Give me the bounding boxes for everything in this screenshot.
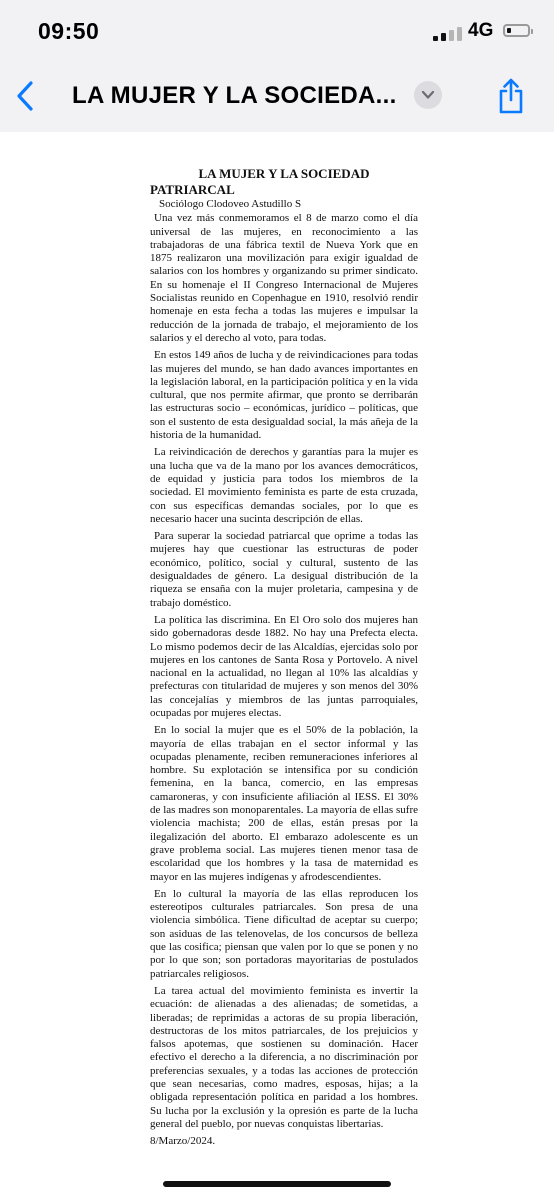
cellular-signal-icon: [433, 25, 463, 41]
status-time: 09:50: [38, 18, 100, 44]
article-title: LA MUJER Y LA SOCIEDAD PATRIARCAL: [150, 166, 370, 197]
chevron-down-icon: [421, 90, 435, 100]
share-icon: [496, 77, 526, 115]
document-title: LA MUJER Y LA SOCIEDA...: [72, 82, 397, 109]
share-button[interactable]: [494, 74, 528, 118]
paragraph: La tarea actual del movimiento feminista es invertir la ecuación: de alienadas a des alienadas; de sometidas, a liberadas; de reprimidas a actoras de su propia liberación, destructoras de los mitos patriarcales, de los prejuicios y falsos apotemas, que sostienen su dominación. Hacer efectivo el derecho a la diferencia, a no discriminación por preferencias sexuales, y a todas las acciones de protección que sean necesarias, como madres, esposas, hijas; a la obligada representación política en paridad a los hombres. Su lucha por la exclusión y la opresión es parte de la lucha general del pueblo, por nuevas conquistas libertarias.: [150, 984, 418, 1130]
network-type: 4G: [468, 20, 494, 41]
back-button[interactable]: [8, 76, 42, 116]
paragraph: La reivindicación de derechos y garantías para la mujer es una lucha que va de la mano por los avances democráticos, de equidad y justicia para todos los miembros de la sociedad. El movimiento feminista es parte de esta cruzada, con sus específicas demandas sociales, por lo que es necesario hacer una sucinta descripción de ellas.: [150, 446, 418, 525]
paragraph: En lo social la mujer que es el 50% de la población, la mayoría de ellas trabajan en el sector informal y las ocupadas plenamente, reciben remuneraciones inferiores al hombre. Su explotación se intensifica por su condición femenina, en la banca, comercio, en las empresas camaroneras, y con insuficiente afiliación al IESS. El 30% de las madres son monoparentales. La mayoría de ellas sufre violencia machista; 200 de ellas, están presas por la ilegalización del aborto. El embarazo adolescente es un grave problema social. Las mujeres tienen menor tasa de escolaridad que los hombres y la tasa de maternidad es mayor en las mujeres indígenas y afrodescendientes.: [150, 724, 418, 883]
document-page: [150, 166, 418, 1148]
paragraph: Una vez más conmemoramos el 8 de marzo como el día universal de las mujeres, en reconocimiento a las trabajadoras de una fábrica textil de Nueva York que en 1875 realizaron una movilización para exigir igualdad de salarios con los hombres y organizando su primer sindicato. En su homenaje el II Congreso Internacional de Mujeres Socialistas reunido en Copenhague en 1910, resolvió rendir homenaje en esta fecha a todas las mujeres e impulsar la reducción de la jornada de trabajo, el mejoramiento de los salarios y el derecho al voto, para todas.: [150, 212, 418, 344]
article-author: Sociólogo Clodoveo Astudillo S: [159, 198, 302, 210]
battery-icon: [503, 24, 530, 37]
paragraph: En lo cultural la mayoría de las ellas reproducen los estereotipos culturales patriarcales. Son presa de una violencia simbólica. Tiene dificultad de aceptar su cuerpo; son asiduas de las telenovelas, de los concursos de belleza que las cosifica; piensan que valen por lo que se ponen y no por lo que son; son portadoras mayoritarias de postulados patriarcales religiosos.: [150, 887, 418, 980]
home-indicator[interactable]: [163, 1181, 391, 1187]
document-viewer[interactable]: [0, 132, 554, 1200]
title-menu-button[interactable]: [414, 81, 442, 109]
paragraph: En estos 149 años de lucha y de reivindicaciones para todas las mujeres del mundo, se han dado avances importantes en la legislación laboral, en la participación política y en la vida cultural, que nos permite afirmar, que pronto se derribarán las estructuras socio – económicas, jurídico – políticas, que son el sustento de esta desigualdad social, la más añeja de la historia de la humanidad.: [150, 349, 418, 442]
paragraph: Para superar la sociedad patriarcal que oprime a todas las mujeres hay que cuestionar las estructuras de poder económico, político, social y cultural, sustento de las desigualdades de género. La desigual distribución de la riqueza se ensaña con la mujer proletaria, campesina y de trabajo doméstico.: [150, 530, 418, 609]
article-date: 8/Marzo/2024.: [150, 1135, 216, 1148]
paragraph: La política las discrimina. En El Oro solo dos mujeres han sido gobernadoras desde 1882. No hay una Prefecta electa. Lo mismo podemos decir de las Alcaldías, ejercidas solo por mujeres en los cantones de Santa Rosa y Portovelo. A nivel nacional en la actualidad, no llegan al 10% las alcaldías y prefecturas con titularidad de mujeres y son menos del 30% las concejalías y miembros de las juntas parroquiales, ocupadas por mujeres electas.: [150, 613, 418, 719]
navigation-bar: [0, 62, 554, 133]
chevron-left-icon: [16, 81, 34, 111]
status-bar: [0, 0, 554, 62]
